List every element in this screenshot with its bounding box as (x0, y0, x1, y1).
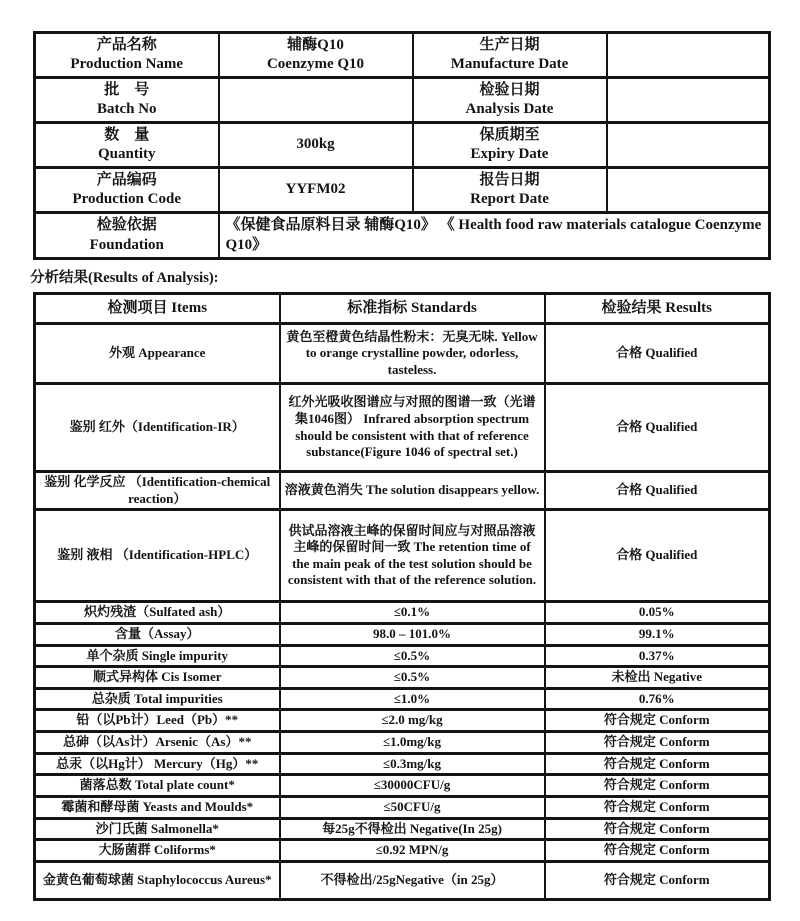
standard-cell: ≤1.0mg/kg (280, 732, 545, 754)
standard-cell: 每25g不得检出 Negative(In 25g) (280, 818, 545, 840)
table-row (35, 688, 770, 710)
expiry-date-label: 保质期至 Expiry Date (413, 123, 607, 168)
item-cell: 鉴别 红外（Identification-IR） (35, 384, 280, 472)
item-cell: 沙门氏菌 Salmonella* (35, 818, 280, 840)
result-cell: 合格 Qualified (545, 384, 770, 472)
result-cell: 合格 Qualified (545, 324, 770, 384)
table-row (35, 384, 770, 472)
table-row (35, 645, 770, 667)
result-cell: 未检出 Negative (545, 667, 770, 689)
result-cell: 符合规定 Conform (545, 775, 770, 797)
analysis-results-table (33, 292, 771, 901)
item-cell: 含量（Assay） (35, 623, 280, 645)
analysis-date-label: 检验日期 Analysis Date (413, 78, 607, 123)
table-header-row (35, 294, 770, 324)
table-row (35, 818, 770, 840)
table-row (35, 753, 770, 775)
table-row (35, 861, 770, 899)
table-row (35, 796, 770, 818)
result-cell: 合格 Qualified (545, 472, 770, 510)
table-row (35, 602, 770, 624)
standard-cell: ≤1.0% (280, 688, 545, 710)
item-cell: 顺式异构体 Cis Isomer (35, 667, 280, 689)
result-cell: 符合规定 Conform (545, 753, 770, 775)
standard-cell: ≤50CFU/g (280, 796, 545, 818)
table-row (35, 472, 770, 510)
result-cell: 0.37% (545, 645, 770, 667)
table-row (35, 324, 770, 384)
table-row (35, 78, 770, 123)
result-cell: 符合规定 Conform (545, 818, 770, 840)
result-cell: 0.05% (545, 602, 770, 624)
item-cell: 总杂质 Total impurities (35, 688, 280, 710)
standard-cell: 98.0 – 101.0% (280, 623, 545, 645)
quantity-value: 300kg (219, 123, 413, 168)
standard-cell: ≤0.5% (280, 645, 545, 667)
production-code-label: 产品编码 Production Code (35, 168, 219, 213)
certificate-sheet (30, 31, 768, 901)
analysis-section-heading: 分析结果(Results of Analysis): (30, 270, 219, 286)
item-cell: 大肠菌群 Coliforms* (35, 840, 280, 862)
table-row (35, 667, 770, 689)
item-cell: 鉴别 化学反应 （Identification-chemical reaction） (35, 472, 280, 510)
result-cell: 符合规定 Conform (545, 796, 770, 818)
table-row (35, 168, 770, 213)
product-name-label: 产品名称 Production Name (35, 33, 219, 78)
table-row (35, 510, 770, 602)
result-cell: 合格 Qualified (545, 510, 770, 602)
item-cell: 霉菌和酵母菌 Yeasts and Moulds* (35, 796, 280, 818)
item-cell: 单个杂质 Single impurity (35, 645, 280, 667)
table-row (35, 123, 770, 168)
report-date-value (607, 168, 770, 213)
item-cell: 炽灼残渣（Sulfated ash） (35, 602, 280, 624)
standard-cell: 红外光吸收图谱应与对照的图谱一致（光谱集1046图） Infrared absorption spectrum should be consistent with that of reference substance(Figure 1046 of spectral set.) (280, 384, 545, 472)
table-row (35, 33, 770, 78)
manufacture-date-label: 生产日期 Manufacture Date (413, 33, 607, 78)
report-date-label: 报告日期 Report Date (413, 168, 607, 213)
item-cell: 金黄色葡萄球菌 Staphylococcus Aureus* (35, 861, 280, 899)
foundation-value: 《保健食品原料目录 辅酶Q10》 《 Health food raw materials catalogue Coenzyme Q10》 (219, 213, 770, 259)
result-cell: 符合规定 Conform (545, 840, 770, 862)
table-row (35, 775, 770, 797)
item-cell: 铅（以Pb计）Leed（Pb）** (35, 710, 280, 732)
quantity-label: 数 量 Quantity (35, 123, 219, 168)
standard-cell: ≤30000CFU/g (280, 775, 545, 797)
items-column-header: 检测项目 Items (35, 294, 280, 324)
item-cell: 菌落总数 Total plate count* (35, 775, 280, 797)
production-code-value: YYFM02 (219, 168, 413, 213)
item-cell: 总砷（以As计）Arsenic（As）** (35, 732, 280, 754)
item-cell: 外观 Appearance (35, 324, 280, 384)
result-cell: 0.76% (545, 688, 770, 710)
standard-cell: ≤0.1% (280, 602, 545, 624)
result-cell: 99.1% (545, 623, 770, 645)
standard-cell: 黄色至橙黄色结晶性粉末：无臭无味. Yellow to orange crystalline powder, odorless, tasteless. (280, 324, 545, 384)
analysis-date-value (607, 78, 770, 123)
product-name-value: 辅酶Q10 Coenzyme Q10 (219, 33, 413, 78)
expiry-date-value (607, 123, 770, 168)
product-info-table (33, 31, 771, 260)
standard-cell: ≤0.3mg/kg (280, 753, 545, 775)
table-row (35, 213, 770, 259)
table-row (35, 623, 770, 645)
result-cell: 符合规定 Conform (545, 710, 770, 732)
table-row (35, 710, 770, 732)
results-column-header: 检验结果 Results (545, 294, 770, 324)
standards-column-header: 标准指标 Standards (280, 294, 545, 324)
standard-cell: 不得检出/25gNegative（in 25g） (280, 861, 545, 899)
item-cell: 总汞（以Hg计） Mercury（Hg）** (35, 753, 280, 775)
standard-cell: 供试品溶液主峰的保留时间应与对照品溶液主峰的保留时间一致 The retention time of the main peak of the test solution should be consistent with that of the reference solution. (280, 510, 545, 602)
result-cell: 符合规定 Conform (545, 861, 770, 899)
standard-cell: ≤0.92 MPN/g (280, 840, 545, 862)
table-row (35, 732, 770, 754)
table-row (35, 840, 770, 862)
standard-cell: ≤0.5% (280, 667, 545, 689)
foundation-label: 检验依据 Foundation (35, 213, 219, 259)
standard-cell: 溶液黄色消失 The solution disappears yellow. (280, 472, 545, 510)
batch-no-value (219, 78, 413, 123)
standard-cell: ≤2.0 mg/kg (280, 710, 545, 732)
result-cell: 符合规定 Conform (545, 732, 770, 754)
batch-no-label: 批 号 Batch No (35, 78, 219, 123)
manufacture-date-value (607, 33, 770, 78)
item-cell: 鉴别 液相 （Identification-HPLC） (35, 510, 280, 602)
